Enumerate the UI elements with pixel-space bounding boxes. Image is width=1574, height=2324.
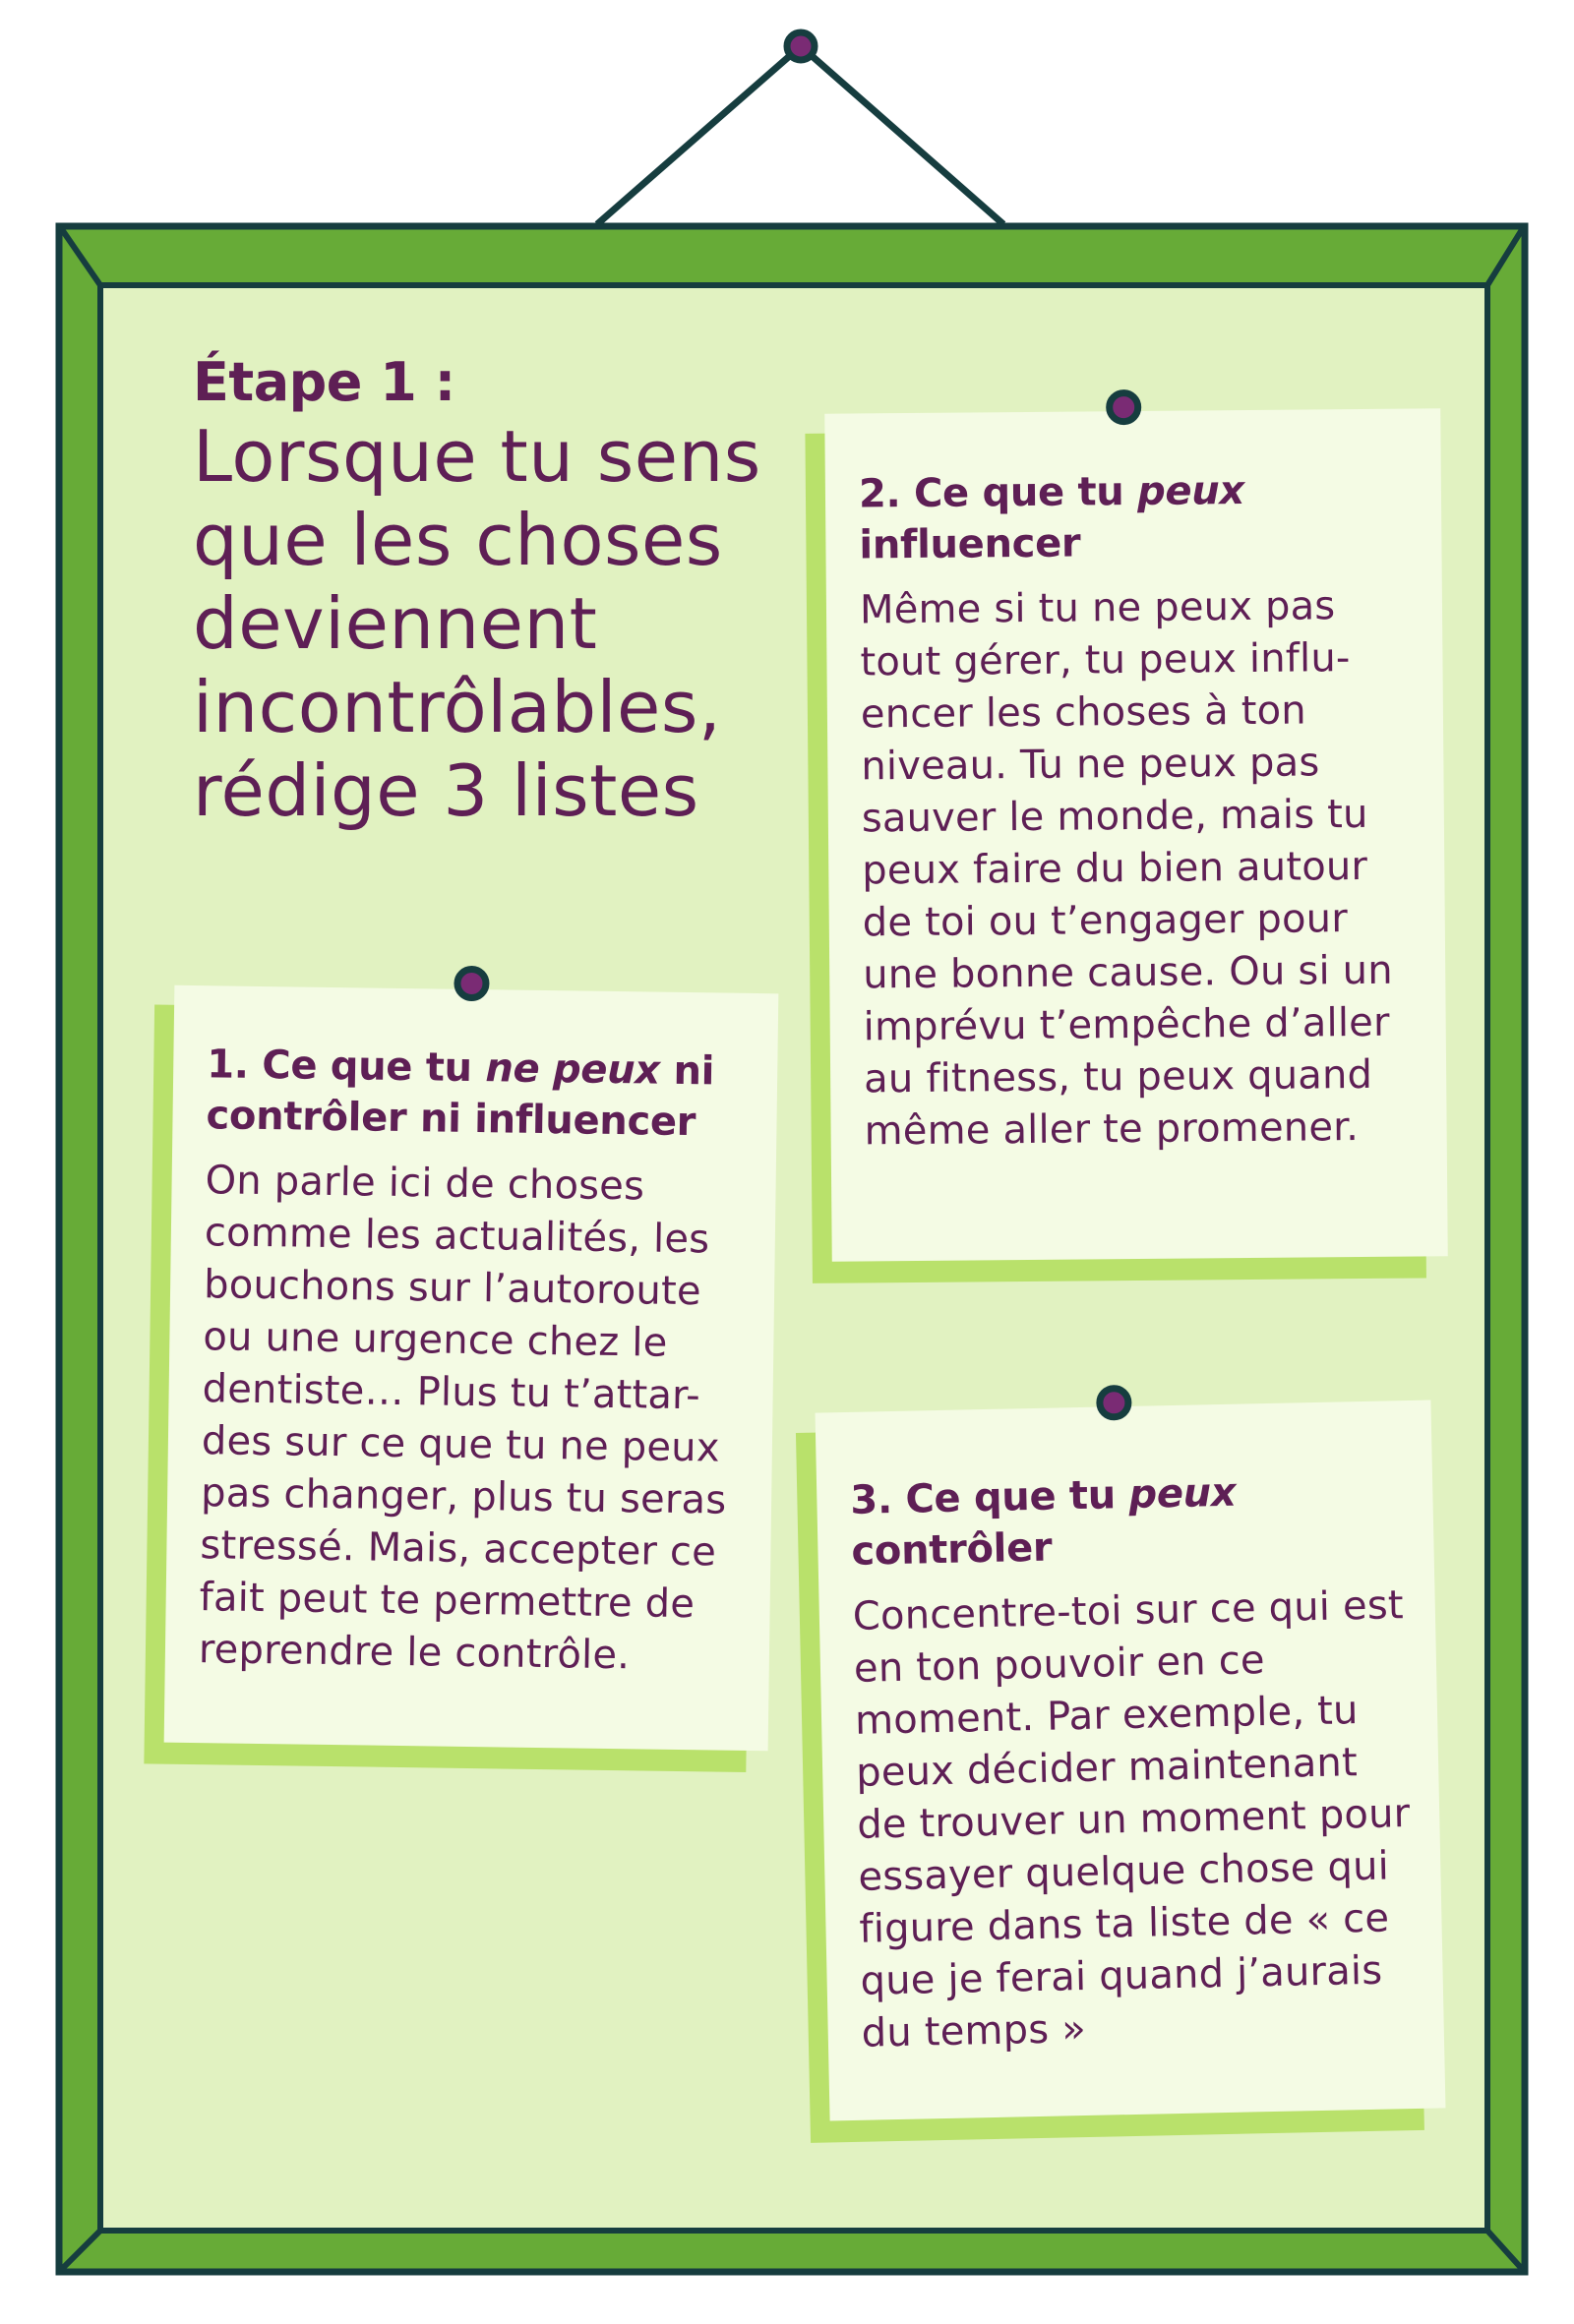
step-label: Étape 1 :	[193, 351, 455, 413]
note-body: Même si tu ne peux pas tout gérer, tu peux influ-encer les choses à ton niveau. Tu ne peux pas sauver le monde, mais tu peux faire du bien autour de toi ou t’engager pour une bonne cause. Ou si un imprévu t’empêche d’aller au fitness, tu peux quand même aller te promener.	[859, 583, 1393, 1155]
note-title	[859, 463, 1423, 570]
note-title	[850, 1463, 1415, 1578]
note-can-influence	[824, 408, 1447, 1261]
note-title-suffix: influencer	[859, 520, 1081, 568]
note-body: Concentre-toi sur ce qui est en ton pouvoir en ce moment. Par exemple, tu peux décider maintenant de trouver un moment pour essayer quelque chose qui figure dans ta liste de « ce que je ferai quand j’aurais du temps »	[852, 1582, 1411, 2056]
step-text: Lorsque tu sens que les choses deviennent incontrôlables, rédige 3 listes	[193, 415, 761, 832]
note-title-suffix: contrôler	[851, 1524, 1053, 1575]
note-content	[850, 1463, 1424, 2060]
note-can-control	[816, 1400, 1446, 2121]
note-title-prefix: 3. Ce que tu	[849, 1471, 1129, 1523]
note-cannot-control	[164, 985, 779, 1751]
note-title	[206, 1039, 757, 1149]
step-heading	[193, 350, 803, 833]
note-title-prefix: 2. Ce que tu	[858, 468, 1138, 517]
pin-icon	[1106, 389, 1141, 425]
note-content	[859, 463, 1427, 1158]
hanging-string	[597, 46, 1003, 224]
note-content	[199, 1039, 758, 1684]
note-body: On parle ici de choses comme les actualités, les bouchons sur l’autoroute ou une urgence chez le dentiste… Plus tu t’attar-des sur ce que tu ne peux pas changer, plus tu seras stressé. Mais, accepter ce fait peut te permettre de reprendre le contrôle.	[198, 1158, 727, 1679]
note-title-emphasis: peux	[1136, 468, 1245, 514]
note-title-prefix: 1. Ce que tu	[206, 1042, 486, 1092]
note-title-emphasis: ne peux	[485, 1045, 661, 1094]
note-title-suffix: ni contrôler ni influencer	[206, 1047, 715, 1146]
note-title-emphasis: peux	[1128, 1469, 1237, 1518]
nail-icon	[787, 32, 815, 60]
